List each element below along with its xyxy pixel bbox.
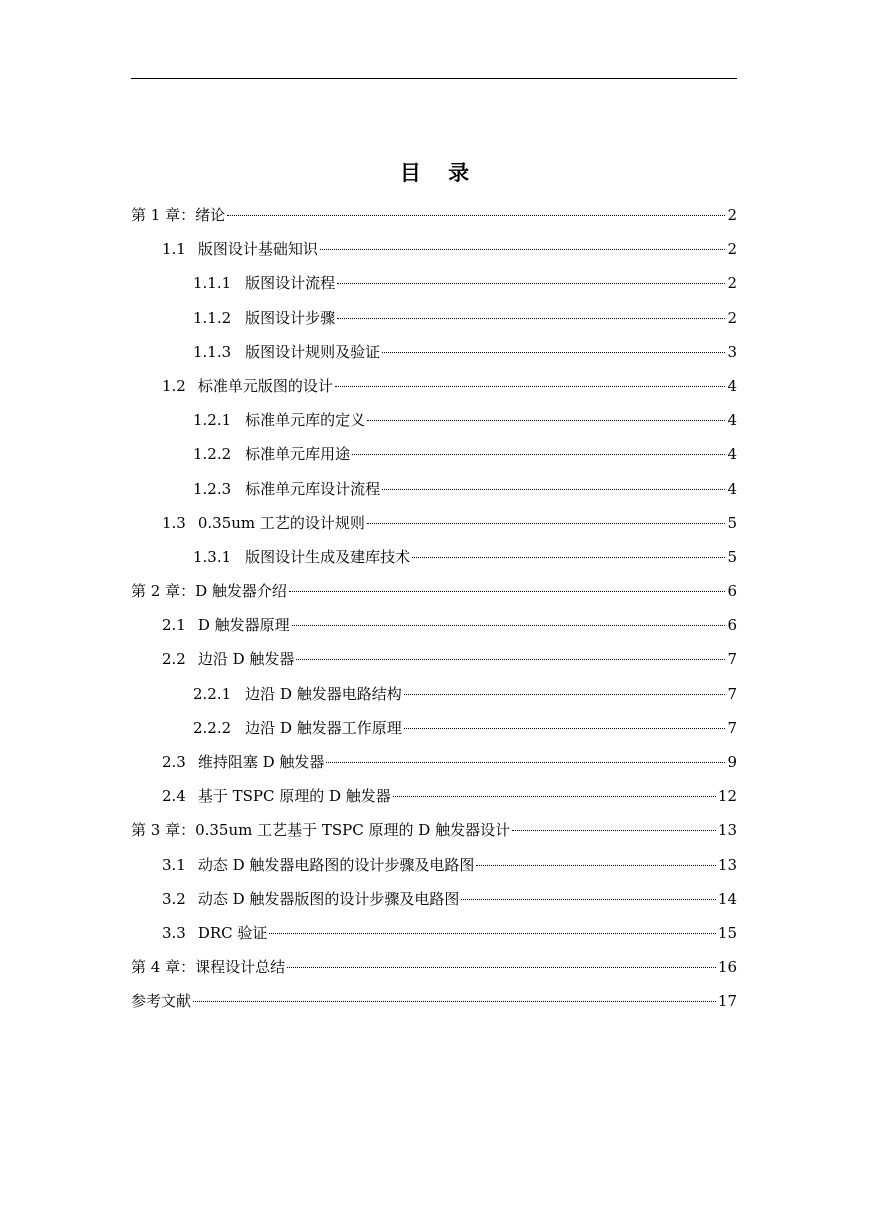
toc-list <box>131 198 737 1019</box>
toc-entry[interactable] <box>131 848 737 882</box>
toc-entry-page: 4 <box>727 376 737 395</box>
toc-entry-page: 4 <box>727 479 737 498</box>
toc-entry-page: 3 <box>727 342 737 361</box>
toc-dot-leader <box>367 523 726 524</box>
toc-dot-leader <box>296 659 725 660</box>
toc-dot-leader <box>393 796 716 797</box>
toc-dot-leader <box>287 967 716 968</box>
toc-entry-page: 2 <box>727 308 737 327</box>
toc-entry[interactable] <box>131 369 737 403</box>
toc-entry-page: 7 <box>727 684 737 703</box>
toc-dot-leader <box>352 454 725 455</box>
toc-entry-number: 2.2.1 <box>193 684 232 703</box>
toc-entry[interactable] <box>131 711 737 745</box>
toc-entry-number: 2.1 <box>162 616 186 635</box>
toc-dot-leader <box>412 557 725 558</box>
toc-entry-label: 标准单元库的定义 <box>245 411 366 430</box>
toc-dot-leader <box>337 283 725 284</box>
toc-entry-page: 5 <box>727 547 737 566</box>
toc-entry-page: 17 <box>717 992 737 1011</box>
toc-entry-number: 3.3 <box>162 923 186 942</box>
toc-dot-leader <box>193 1001 716 1002</box>
toc-dot-leader <box>292 625 726 626</box>
toc-entry-label: 动态 D 触发器版图的设计步骤及电路图 <box>197 889 460 908</box>
toc-entry-page: 2 <box>727 240 737 259</box>
toc-entry-number: 1.2 <box>162 376 186 395</box>
toc-entry[interactable] <box>131 232 737 266</box>
toc-entry[interactable] <box>131 916 737 950</box>
toc-entry[interactable] <box>131 677 737 711</box>
toc-entry-number: 1.1 <box>162 240 186 259</box>
toc-entry[interactable] <box>131 198 737 232</box>
toc-entry-number: 1.2.2 <box>193 445 232 464</box>
toc-entry-number: 1.2.1 <box>193 411 232 430</box>
toc-entry[interactable] <box>131 574 737 608</box>
toc-dot-leader <box>367 420 725 421</box>
toc-dot-leader <box>335 386 726 387</box>
toc-entry-page: 4 <box>727 411 737 430</box>
toc-dot-leader <box>512 830 716 831</box>
toc-entry[interactable] <box>131 437 737 471</box>
toc-entry-label: 标准单元库设计流程 <box>245 479 381 498</box>
toc-entry-number: 1.3 <box>162 513 186 532</box>
toc-entry[interactable] <box>131 642 737 676</box>
toc-dot-leader <box>382 352 725 353</box>
toc-entry-number: 1.3.1 <box>193 547 232 566</box>
toc-entry-page: 15 <box>717 923 737 942</box>
toc-entry-page: 12 <box>717 787 737 806</box>
toc-entry-label: 第 3 章：0.35um 工艺基于 TSPC 原理的 D 触发器设计 <box>131 821 511 840</box>
toc-entry-label: 第 2 章：D 触发器介绍 <box>131 582 287 601</box>
toc-entry-label: 第 4 章：课程设计总结 <box>131 958 286 977</box>
toc-entry-label: 边沿 D 触发器 <box>197 650 295 669</box>
toc-dot-leader <box>289 591 726 592</box>
toc-entry-label: 参考文献 <box>131 992 192 1011</box>
toc-dot-leader <box>269 933 715 934</box>
toc-entry-number: 1.1.1 <box>193 274 232 293</box>
toc-entry-number: 1.2.3 <box>193 479 232 498</box>
toc-entry-label: 维持阻塞 D 触发器 <box>197 753 325 771</box>
toc-entry[interactable] <box>131 950 737 984</box>
toc-dot-leader <box>476 865 715 866</box>
toc-entry-page: 6 <box>727 582 737 601</box>
toc-entry[interactable] <box>131 335 737 369</box>
toc-dot-leader <box>461 899 715 900</box>
toc-entry-label: 版图设计规则及验证 <box>245 342 381 361</box>
toc-entry-label: 第 1 章：绪论 <box>131 206 226 224</box>
toc-entry-label: 版图设计流程 <box>245 274 336 293</box>
toc-dot-leader <box>337 318 725 319</box>
toc-entry-page: 4 <box>727 445 737 464</box>
toc-dot-leader <box>404 728 726 729</box>
toc-entry-label: DRC 验证 <box>197 923 268 942</box>
toc-entry-label: 版图设计基础知识 <box>197 240 318 259</box>
toc-entry-label: D 触发器原理 <box>197 616 290 635</box>
toc-entry-page: 6 <box>727 616 737 635</box>
toc-entry-number: 1.1.3 <box>193 342 232 361</box>
toc-entry[interactable] <box>131 266 737 300</box>
toc-entry-page: 7 <box>727 650 737 669</box>
header-rule <box>131 78 737 79</box>
toc-entry-label: 0.35um 工艺的设计规则 <box>197 513 365 532</box>
toc-entry-label: 版图设计生成及建库技术 <box>245 547 411 566</box>
toc-dot-leader <box>326 762 725 763</box>
toc-entry-page: 9 <box>727 753 737 771</box>
toc-title: 目 录 <box>399 161 480 185</box>
toc-entry-page: 16 <box>717 958 737 977</box>
toc-entry-label: 标准单元库用途 <box>245 445 351 464</box>
toc-entry-number: 2.2.2 <box>193 718 232 737</box>
toc-dot-leader <box>404 694 726 695</box>
toc-entry[interactable] <box>131 506 737 540</box>
toc-entry-page: 13 <box>717 855 737 874</box>
toc-entry-label: 边沿 D 触发器电路结构 <box>245 684 402 703</box>
toc-entry-number: 2.4 <box>162 787 186 806</box>
toc-entry[interactable] <box>131 813 737 847</box>
toc-entry[interactable] <box>131 301 737 335</box>
toc-entry[interactable] <box>131 608 737 642</box>
toc-entry-label: 标准单元版图的设计 <box>197 376 333 395</box>
toc-entry-page: 7 <box>727 718 737 737</box>
toc-entry-label: 基于 TSPC 原理的 D 触发器 <box>197 787 391 806</box>
toc-entry-label: 版图设计步骤 <box>245 308 336 327</box>
toc-dot-leader <box>320 249 726 250</box>
toc-entry-number: 3.1 <box>162 855 186 874</box>
toc-entry-number: 1.1.2 <box>193 308 232 327</box>
toc-dot-leader <box>382 489 725 490</box>
toc-entry-number: 2.3 <box>162 753 186 771</box>
toc-entry-number: 3.2 <box>162 889 186 908</box>
toc-entry[interactable] <box>131 745 737 779</box>
toc-entry-label: 动态 D 触发器电路图的设计步骤及电路图 <box>197 855 475 874</box>
toc-entry-page: 14 <box>717 889 737 908</box>
toc-entry-page: 13 <box>717 821 737 840</box>
toc-entry-number: 2.2 <box>162 650 186 669</box>
toc-entry[interactable] <box>131 779 737 813</box>
toc-entry[interactable] <box>131 882 737 916</box>
toc-entry[interactable] <box>131 472 737 506</box>
toc-entry[interactable] <box>131 403 737 437</box>
toc-entry-page: 2 <box>727 206 737 224</box>
toc-entry-page: 2 <box>727 274 737 293</box>
toc-entry[interactable] <box>131 540 737 574</box>
toc-entry-page: 5 <box>727 513 737 532</box>
toc-entry-label: 边沿 D 触发器工作原理 <box>245 718 402 737</box>
toc-entry[interactable] <box>131 984 737 1018</box>
toc-dot-leader <box>227 215 725 216</box>
